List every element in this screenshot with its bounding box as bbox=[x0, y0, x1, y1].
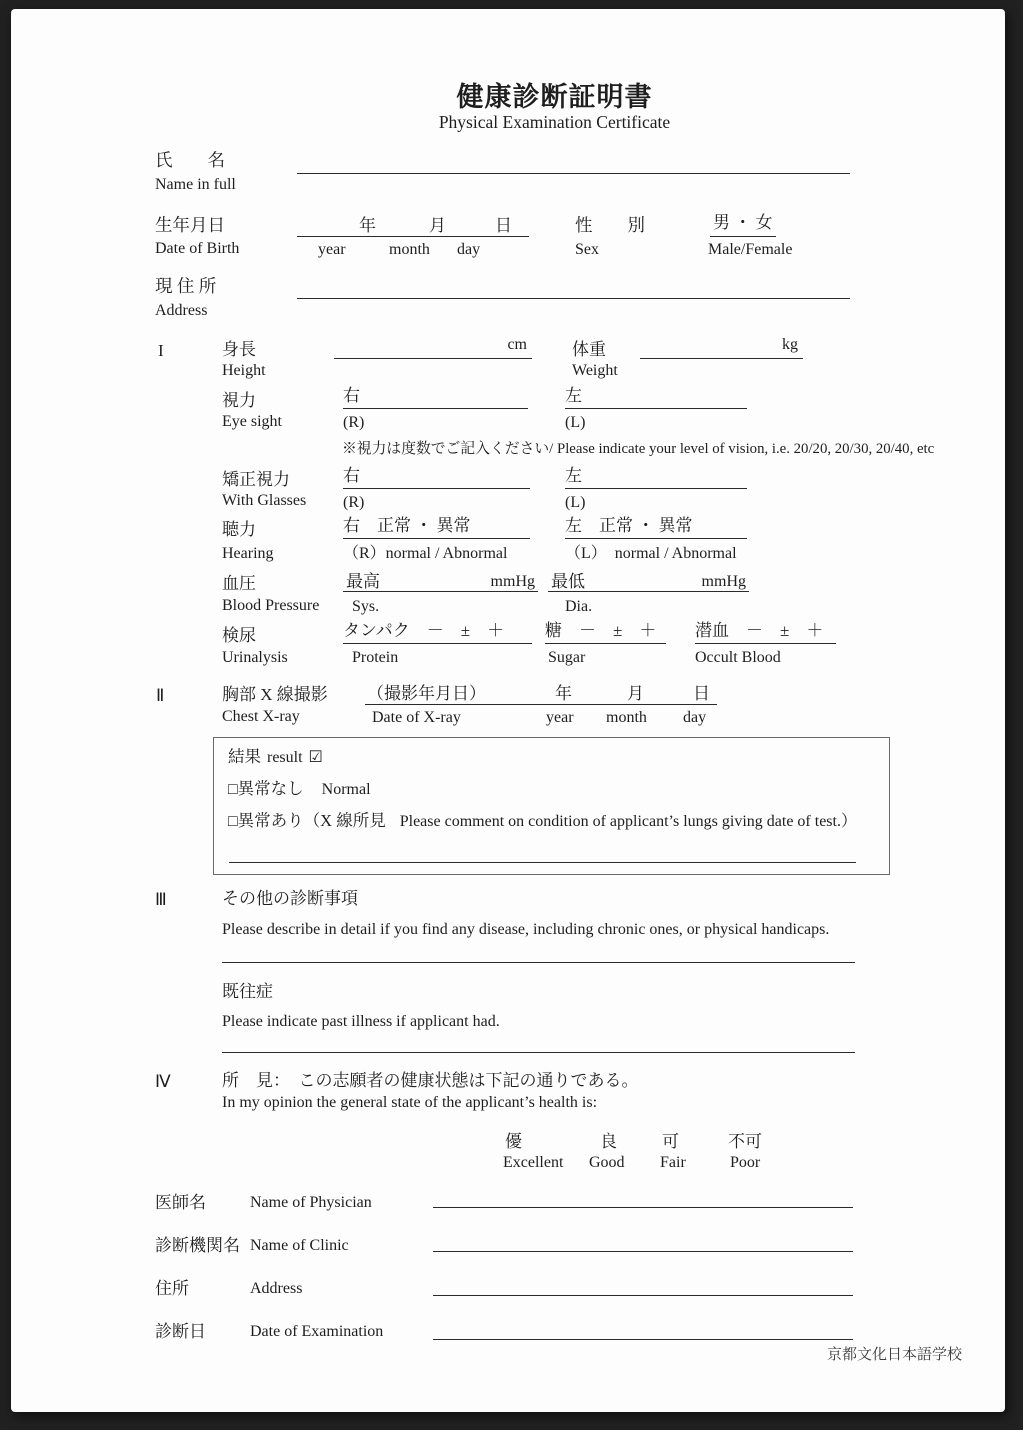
form-title-en: Physical Examination Certificate bbox=[438, 112, 671, 132]
eyesight-right-line: 右 bbox=[343, 386, 528, 409]
hearing-left-en: （L） normal / Abnormal bbox=[565, 545, 737, 562]
bp-dia-unit: mmHg bbox=[701, 573, 746, 591]
glasses-label-en: With Glasses bbox=[222, 492, 307, 509]
section3-numeral: Ⅲ bbox=[155, 890, 167, 909]
weight-input-line: kg bbox=[640, 336, 803, 359]
other-diagnosis-jp: その他の診断事項 bbox=[222, 889, 358, 908]
rating-fair-jp: 可 bbox=[662, 1132, 679, 1151]
glasses-left-en: (L) bbox=[565, 494, 586, 511]
exam-date-label-jp: 診断日 bbox=[155, 1322, 206, 1341]
result-label-en: result bbox=[267, 749, 303, 766]
result-normal-jp: 異常なし bbox=[237, 779, 304, 798]
section4-numeral: Ⅳ bbox=[155, 1072, 171, 1091]
urine-protein-en: Protein bbox=[352, 649, 399, 666]
xray-day-en: day bbox=[683, 709, 707, 726]
clinic-address-label-jp: 住所 bbox=[155, 1279, 189, 1298]
past-illness-jp: 既往症 bbox=[222, 982, 273, 1001]
bp-sys-unit: mmHg bbox=[490, 573, 535, 591]
bp-dia-line bbox=[548, 569, 749, 592]
eyesight-left-en: (L) bbox=[565, 414, 586, 431]
xray-day-jp: 日 bbox=[693, 683, 710, 703]
result-comment-line bbox=[229, 862, 856, 863]
glasses-right-line: 右 bbox=[343, 466, 530, 489]
sex-options-en: Male/Female bbox=[708, 241, 793, 258]
result-label-jp: 結果 bbox=[228, 747, 261, 766]
glasses-label-jp: 矯正視力 bbox=[222, 470, 290, 489]
sex-label-en: Sex bbox=[575, 241, 599, 258]
xray-date-jp: （撮影年月日） bbox=[367, 683, 486, 703]
bp-sys-jp: 最高 bbox=[346, 571, 380, 591]
height-label-en: Height bbox=[222, 362, 266, 379]
urine-occult-line: 潜血 － ± ＋ bbox=[695, 621, 836, 644]
past-illness-en: Please indicate past illness if applicant had. bbox=[222, 1013, 500, 1030]
bp-dia-en: Dia. bbox=[565, 598, 593, 615]
clinic-label-en: Name of Clinic bbox=[250, 1237, 349, 1254]
eyesight-label-en: Eye sight bbox=[222, 413, 282, 430]
birth-month-jp: 月 bbox=[429, 215, 446, 235]
result-abnormal-row bbox=[228, 807, 857, 831]
height-input-line: cm bbox=[334, 336, 532, 359]
xray-year-jp: 年 bbox=[555, 683, 572, 703]
urine-label-en: Urinalysis bbox=[222, 649, 288, 666]
height-label-jp: 身長 bbox=[222, 340, 256, 359]
glasses-left-line: 左 bbox=[565, 466, 747, 489]
xray-date-line bbox=[365, 681, 717, 705]
hearing-right-en: （R）normal / Abnormal bbox=[343, 545, 508, 562]
birth-input-line bbox=[297, 213, 529, 237]
urine-occult-en: Occult Blood bbox=[695, 649, 781, 666]
xray-result-box bbox=[213, 737, 890, 875]
hearing-label-jp: 聴力 bbox=[222, 520, 256, 539]
hearing-right-line: 右 正常 ・ 異常 bbox=[343, 516, 530, 539]
birth-year-jp: 年 bbox=[359, 215, 376, 235]
rating-excellent-jp: 優 bbox=[505, 1132, 522, 1151]
physician-label-en: Name of Physician bbox=[250, 1194, 372, 1211]
glasses-right-en: (R) bbox=[343, 494, 365, 511]
exam-date-label-en: Date of Examination bbox=[250, 1323, 384, 1340]
other-diagnosis-line bbox=[222, 962, 855, 963]
bp-label-jp: 血圧 bbox=[222, 574, 256, 593]
eyesight-label-jp: 視力 bbox=[222, 391, 256, 410]
section1-numeral: I bbox=[158, 341, 164, 360]
hearing-left-line: 左 正常 ・ 異常 bbox=[565, 516, 747, 539]
eyesight-right-en: (R) bbox=[343, 414, 365, 431]
urine-sugar-en: Sugar bbox=[548, 649, 586, 666]
xray-month-en: month bbox=[606, 709, 647, 726]
clinic-input-line bbox=[433, 1251, 853, 1252]
xray-month-jp: 月 bbox=[627, 683, 644, 703]
birth-label-jp: 生年月日 bbox=[155, 215, 225, 235]
xray-year-en: year bbox=[546, 709, 574, 726]
bp-sys-line bbox=[343, 569, 538, 592]
unchecked-checkbox-icon: □ bbox=[228, 813, 238, 830]
address-input-line bbox=[297, 275, 850, 299]
school-name-footer: 京都文化日本語学校 bbox=[826, 1347, 962, 1363]
address-label-en: Address bbox=[155, 302, 208, 319]
exam-date-input-line bbox=[433, 1339, 853, 1340]
birth-day-jp: 日 bbox=[495, 215, 512, 235]
eyesight-left-line: 左 bbox=[565, 386, 747, 409]
sex-options: 男 ・ 女 bbox=[710, 213, 776, 237]
vision-note: ※視力は度数でご記入ください/ Please indicate your level of vision, i.e. 20/20, 20/30, 20/40, etc bbox=[342, 441, 935, 457]
name-label-en: Name in full bbox=[155, 176, 236, 193]
bp-sys-en: Sys. bbox=[352, 598, 380, 615]
other-diagnosis-en: Please describe in detail if you find any disease, including chronic ones, or physical handicaps. bbox=[222, 921, 830, 938]
result-abnormal-en: Please comment on condition of applicant’s lungs giving date of test.） bbox=[399, 813, 857, 830]
result-abnormal-jp: 異常あり（X 線所見 bbox=[237, 811, 386, 830]
rating-poor-jp: 不可 bbox=[728, 1132, 762, 1151]
physician-input-line bbox=[433, 1207, 853, 1208]
name-input-line bbox=[297, 150, 850, 174]
bp-dia-jp: 最低 bbox=[551, 571, 585, 591]
urine-protein-line: タンパク － ± ＋ bbox=[343, 621, 532, 644]
opinion-en: In my opinion the general state of the applicant’s health is: bbox=[222, 1094, 598, 1111]
result-normal-en: Normal bbox=[321, 781, 371, 798]
name-label-jp: 氏 名 bbox=[155, 150, 225, 170]
physician-label-jp: 医師名 bbox=[155, 1193, 206, 1212]
result-normal-row bbox=[228, 775, 371, 799]
xray-label-jp: 胸部 X 線撮影 bbox=[222, 685, 328, 704]
weight-label-en: Weight bbox=[572, 362, 618, 379]
unchecked-checkbox-icon: □ bbox=[228, 781, 238, 798]
opinion-jp: 所 見： この志願者の健康状態は下記の通りである。 bbox=[222, 1071, 639, 1090]
clinic-label-jp: 診断機関名 bbox=[155, 1236, 240, 1255]
past-illness-line bbox=[222, 1052, 855, 1053]
xray-label-en: Chest X-ray bbox=[222, 708, 300, 725]
rating-excellent-en: Excellent bbox=[503, 1154, 564, 1171]
birth-month-en: month bbox=[389, 241, 430, 258]
birth-label-en: Date of Birth bbox=[155, 240, 240, 257]
xray-date-en: Date of X-ray bbox=[372, 709, 461, 726]
clinic-address-input-line bbox=[433, 1295, 853, 1296]
section2-numeral: Ⅱ bbox=[156, 686, 165, 705]
urine-label-jp: 検尿 bbox=[222, 626, 256, 645]
address-label-jp: 現 住 所 bbox=[155, 276, 217, 296]
rating-poor-en: Poor bbox=[730, 1154, 761, 1171]
sex-label-jp: 性 別 bbox=[575, 215, 645, 235]
urine-sugar-line: 糖 － ± ＋ bbox=[545, 621, 666, 644]
birth-day-en: day bbox=[457, 241, 481, 258]
clinic-address-label-en: Address bbox=[250, 1280, 303, 1297]
hearing-label-en: Hearing bbox=[222, 545, 274, 562]
form-title-jp: 健康診断証明書 bbox=[456, 82, 653, 112]
checked-checkbox-icon: ☑ bbox=[308, 749, 323, 766]
bp-label-en: Blood Pressure bbox=[222, 597, 320, 614]
result-header bbox=[228, 743, 323, 767]
rating-good-en: Good bbox=[589, 1154, 625, 1171]
weight-label-jp: 体重 bbox=[572, 340, 606, 359]
rating-good-jp: 良 bbox=[600, 1132, 617, 1151]
rating-fair-en: Fair bbox=[660, 1154, 686, 1171]
birth-year-en: year bbox=[318, 241, 346, 258]
